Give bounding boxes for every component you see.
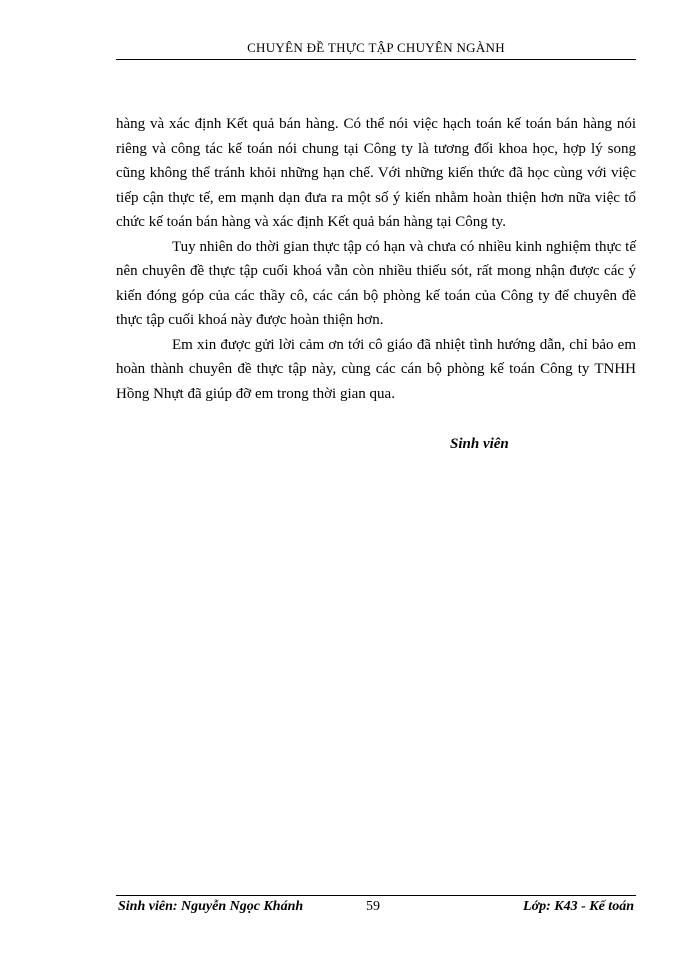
- paragraph-continuation: hàng và xác định Kết quả bán hàng. Có thể nói việc hạch toán kế toán bán hàng nói riêng và công tác kế toán nói chung tại Công ty là tương đối khoa học, hợp lý song cũng không thể tránh khỏi những hạn chế. Với những kiến thức đã học cùng với việc tiếp cận thực tế, em mạnh dạn đưa ra một số ý kiến nhằm hoàn thiện hơn nữa việc tổ chức kế toán bán hàng và xác định Kết quả bán hàng tại Công ty.: [116, 116, 636, 230]
- footer-student-name: Sinh viên: Nguyễn Ngọc Khánh: [118, 899, 304, 914]
- body-text: [116, 112, 636, 406]
- header-title: CHUYÊN ĐỀ THỰC TẬP CHUYÊN NGÀNH: [247, 40, 505, 55]
- paragraph-limitations: Tuy nhiên do thời gian thực tập có hạn và chưa có nhiều kinh nghiệm thực tế nên chuyên đề thực tập cuối khoá vẫn còn nhiều thiếu sót, rất mong nhận được các ý kiến đóng góp của các thầy cô, các cán bộ phòng kế toán của Công ty để chuyên đề thực tập cuối khoá này được hoàn thiện hơn.: [116, 238, 636, 328]
- signer-label: Sinh viên: [450, 436, 509, 452]
- paragraph-thanks: Em xin được gửi lời cảm ơn tới cô giáo đã nhiệt tình hướng dẫn, chỉ bảo em hoàn thành chuyên đề thực tập này, cùng các cán bộ phòng kế toán Công ty TNHH Hồng Nhựt đã giúp đỡ em trong thời gian qua.: [116, 336, 636, 402]
- page-footer: [116, 899, 636, 919]
- header-divider: [116, 59, 636, 60]
- footer-divider: [116, 895, 636, 896]
- page-number: 59: [366, 899, 380, 914]
- footer-class: Lớp: K43 - Kế toán: [523, 899, 634, 914]
